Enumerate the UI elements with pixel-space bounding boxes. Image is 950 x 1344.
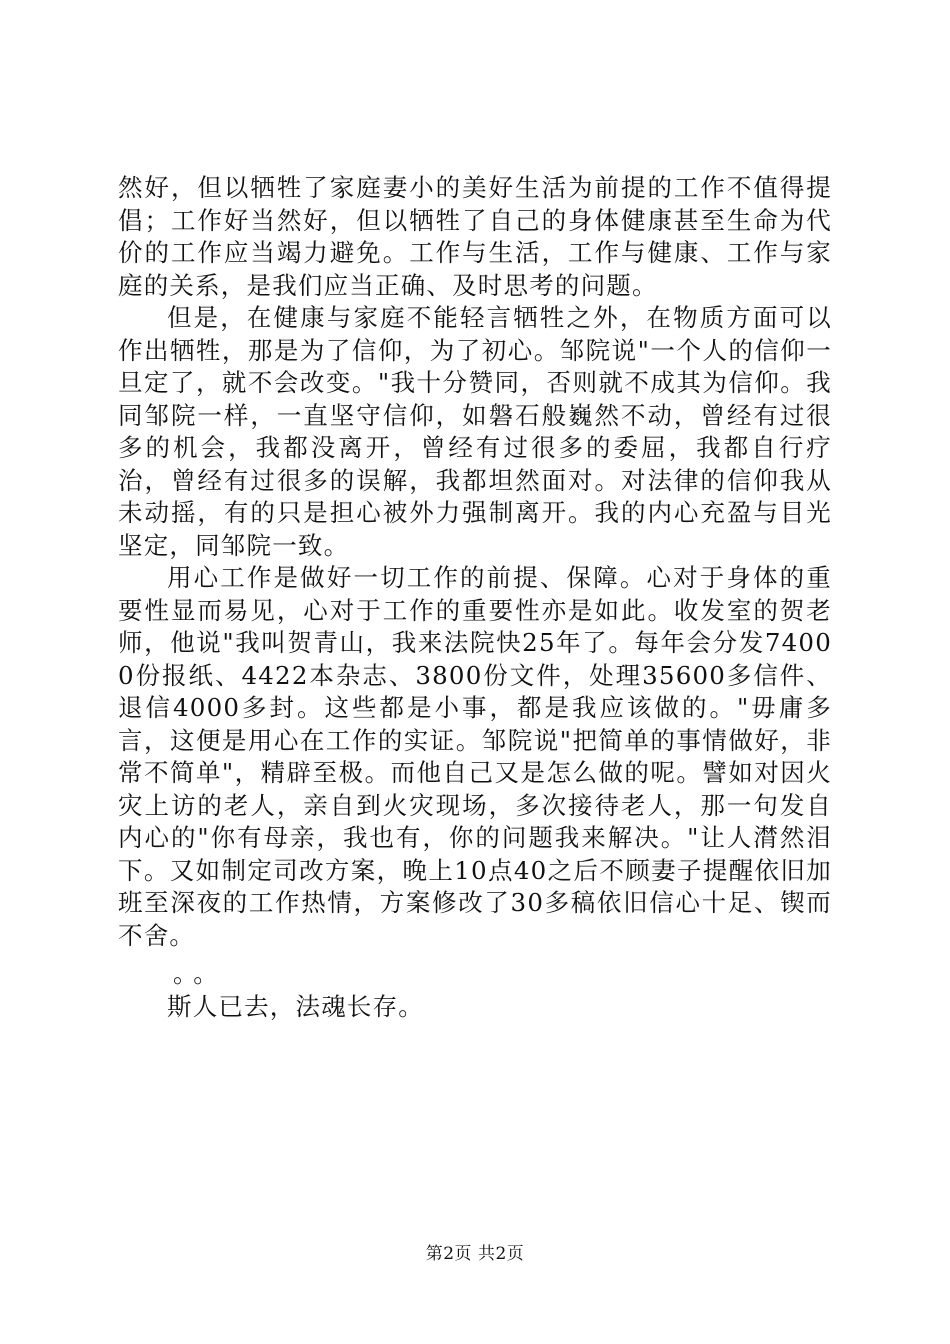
ellipsis-marks: 。。	[173, 959, 226, 988]
document-body	[118, 172, 832, 1023]
paragraph-1: 然好，但以牺牲了家庭妻小的美好生活为前提的工作不值得提倡；工作好当然好，但以牺牲了自己的身体健康甚至生命为代价的工作应当竭力避免。工作与生活，工作与健康、工作与家庭的关系，是我们应当正确、及时思考的问题。	[118, 173, 832, 300]
closing-line: 斯人已去，法魂长存。	[167, 991, 424, 1021]
paragraph-3: 用心工作是做好一切工作的前提、保障。心对于身体的重要性显而易见，心对于工作的重要性亦是如此。收发室的贺老师，他说"我叫贺青山，我来法院快25年了。每年会分发74000份报纸、4422本杂志、3800份文件，处理35600多信件、退信4000多封。这些都是小事，都是我应该做的。"毋庸多言，这便是用心在工作的实证。邹院说"把简单的事情做好，非常不简单"，精辟至极。而他自己又是怎么做的呢。譬如对因火灾上访的老人，亲自到火灾现场，多次接待老人，那一句发自内心的"你有母亲，我也有，你的问题我来解决。"让人潸然泪下。又如制定司改方案，晚上10点40之后不顾妻子提醒依旧加班至深夜的工作热情，方案修改了30多稿依旧信心十足、锲而不舍。	[118, 563, 832, 950]
page-number-label: 第2页 共2页	[425, 1244, 525, 1264]
paragraph-2: 但是，在健康与家庭不能轻言牺牲之外，在物质方面可以作出牺牲，那是为了信仰，为了初心。邹院说"一个人的信仰一旦定了，就不会改变。"我十分赞同，否则就不成其为信仰。我同邹院一样，一直坚守信仰，如磐石般巍然不动，曾经有过很多的机会，我都没离开，曾经有过很多的委屈，我都自行疗治，曾经有过很多的误解，我都坦然面对。对法律的信仰我从未动摇，有的只是担心被外力强制离开。我的内心充盈与目光坚定，同邹院一致。	[118, 303, 832, 560]
page-footer	[0, 1243, 950, 1265]
